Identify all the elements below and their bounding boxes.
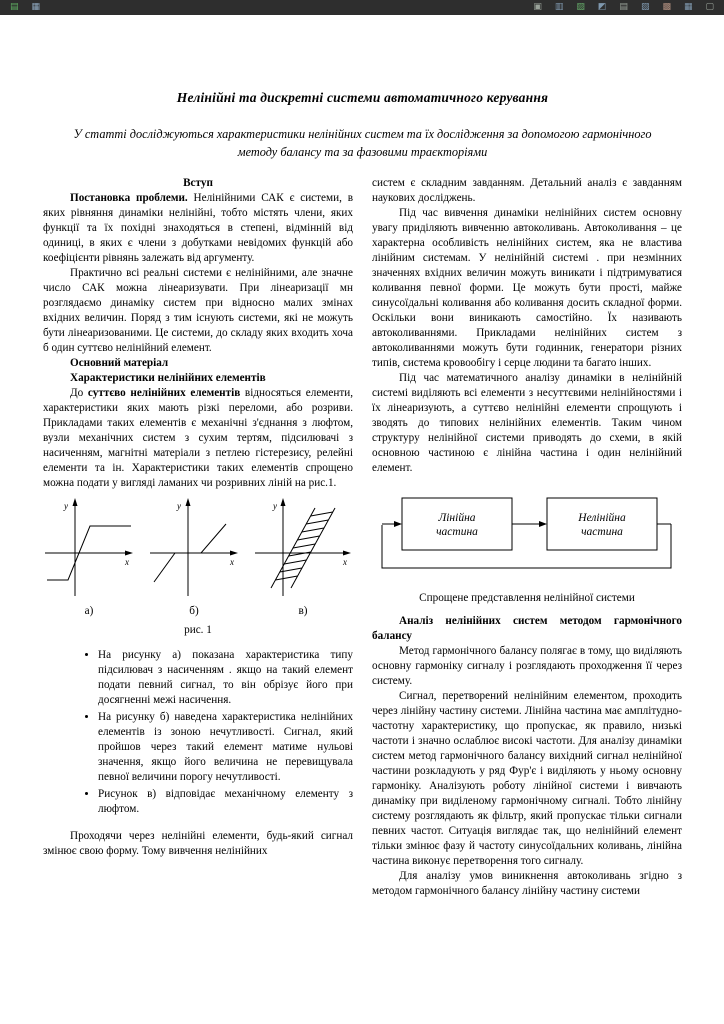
x-axis-label: x: [343, 556, 347, 567]
emphasis-essentially-nonlinear: суттєво нелінійних елементів: [87, 386, 241, 399]
linear-part-label-line2: частина: [436, 525, 478, 538]
paragraph-math-analysis: Під час математичного аналізу динаміки в нелінійній системі виділяють всі елементи з несуттєвими нелінійностями і їх лінеаризують, а суттєво нелінійні елементи спрощують і зводять до типових нелінійних елементів. Таким чином структуру нелінійної системи приводять до схеми, в якій основною частиною є лінійна частина і один нелінійний елемент.: [372, 371, 682, 474]
heading-harmonic-balance: Аналіз нелінійних систем методом гармонічного балансу: [372, 614, 682, 642]
paragraph-linearization: Практично всі реальні системи є нелінійними, але значне число САК можна лінеаризувати. При лінеаризації мн розглядаємо динаміку систем при відносно малих змінах вхідних величин. Поряд з тим існують системи, які не можуть бути лінеаризованими. Це системи, до складу яких входить хоча б один суттєво нелінійний елемент.: [43, 266, 353, 354]
paragraph-self-oscillations: Під час вивчення динаміки нелінійних систем основну увагу приділяють вивченню автоколивань. Автоколивання – це характерна особливість нелінійних систем, яка не властива лінійним системам. У нелінійній системі . при незмінних значеннях вхідних величин можуть виникати і підтримуватися коливання певної форми. Це можуть бути прості, майже синусоїдальні коливання або коливання досить складної форми. Оскільки вони виникають самостійно. Їх називають автоколиваннями. Прикладами нелінійних систем з автоколиваннями можуть бути годинник, генератори різних типів, система кровообігу і серце людини та багато інших.: [372, 206, 682, 369]
x-axis-label: x: [230, 556, 234, 567]
toolbar-icon[interactable]: ▤: [10, 2, 19, 12]
paragraph-signal-shape: Проходячи через нелінійні елементи, будь-який сигнал змінює свою форму. Тому вивчення нелінійних: [43, 829, 353, 857]
y-axis-arrow: [281, 498, 286, 506]
toolbar-icon[interactable]: ▩: [662, 2, 671, 12]
toolbar-icon[interactable]: ◩: [597, 2, 607, 12]
paragraph-nonlinear-elements: [43, 386, 353, 491]
toolbar-right-group: [533, 3, 714, 12]
figure-graphs-row: [43, 496, 353, 619]
link-arrow: [539, 521, 547, 527]
right-column: [372, 176, 682, 899]
x-axis-label: x: [125, 556, 129, 567]
paragraph-text: Нелінійними САК є системи, в яких рівняння динаміки нелінійні, тобто містять члени, яких функції та їх похідні знаходяться в степені, відмінній від одиниці, в яких є члени з добутками невідомих функцій або коефіцієнти рівнянь залежать від аргументу.: [43, 191, 353, 264]
left-column: [43, 176, 353, 899]
list-item: • Рисунок в) відповідає механічному елементу з люфтом.: [98, 787, 353, 817]
heading-characteristics: Характеристики нелінійних елементів: [70, 371, 266, 384]
diagram-caption: Спрощене представлення нелінійної системи: [419, 591, 635, 604]
toolbar-icon[interactable]: ▦: [31, 2, 41, 12]
toolbar-icon[interactable]: ▤: [619, 2, 628, 12]
graph-b-deadzone: [148, 496, 240, 619]
toolbar-icon[interactable]: ▧: [640, 2, 650, 12]
diagram-box-nonlinear: [547, 498, 657, 550]
figure-notes-list: [43, 648, 353, 817]
toolbar-icon[interactable]: ▨: [576, 2, 585, 12]
list-item: • На рисунку б) наведена характеристика нелінійних елементів із зоною нечутливості. Сигнал, який пройшов через такий елемент матиме нульові значення, якщо його величина не перевищувала певної величини порогу нечутливості.: [98, 710, 353, 785]
y-axis-arrow: [73, 498, 78, 506]
paragraph-text: До: [70, 386, 88, 399]
paper-abstract: У статті досліджуються характеристики нелінійних систем та їх дослідження за допомогою гармонічного методу балансу та за фазовими траєкторіями: [73, 127, 652, 159]
paragraph-method-essence: Метод гармонічного балансу полягає в тому, що виділяють основну гармоніку сигналу і розглядають проходження її через систему.: [372, 644, 682, 687]
saturation-characteristic-plot: [43, 496, 135, 602]
figure-sublabel-b: б): [189, 604, 199, 617]
toolbar-left-group: [10, 3, 40, 12]
block-diagram: [372, 488, 682, 606]
paragraph-problem-statement: [43, 191, 353, 266]
figure-sublabel-a: а): [84, 604, 94, 617]
paper-title: Нелінійні та дискретні системи автоматичного керування: [176, 90, 549, 105]
paragraph-continuation: систем є складним завданням. Детальний аналіз є завданням наукових досліджень.: [372, 176, 682, 204]
paragraph-text: відносяться елементи, характеристики яких мають різкі переломи, або розриви. Прикладами таких елементів є механічні з'єднання з люфтом, вузли механічних систем з сухим тертям, підсилювачі з насиченням, магнітні матеріали з петлею гістерезису, релейні елементи та ін. Характеристики таких елементів спрощено можна подати у вигляді ламаних чи розривних ліній на рис.1.: [43, 386, 353, 489]
heading-intro: Вступ: [183, 176, 213, 189]
backlash-characteristic-plot: [253, 496, 353, 602]
x-axis-arrow: [343, 550, 351, 555]
y-axis-arrow: [186, 498, 191, 506]
figure-sublabel-c: в): [298, 604, 308, 617]
figure-1: [43, 496, 353, 638]
graph-a-saturation: [43, 496, 135, 619]
diagram-box-linear: [402, 498, 512, 550]
paragraph-autooscillation-conditions: Для аналізу умов виникнення автоколивань згідно з методом гармонічного балансу лінійну частину системи: [372, 869, 682, 897]
toolbar-icon[interactable]: ▣: [533, 2, 542, 12]
toolbar-icon[interactable]: ▦: [683, 2, 693, 12]
x-axis-arrow: [125, 550, 133, 555]
two-column-body: [43, 176, 682, 899]
heading-main-material: Основний матеріал: [70, 356, 169, 369]
paragraph-signal-through-linear: Сигнал, перетворений нелінійним елементом, проходить через лінійну частину системи. Лінійна частина має амплітудно-частотну характеристику, що пропускає, як правило, низькі частоти і значно ослаблює високі частоти. Для аналізу динаміки систем метод гармонічного балансу вихідний сигнал нелінійної частини розкладують у ряд Фур'є і виділяють у ньому основну гармоніку. Аналізують роботу лінійної системи і вивчають динаміку при виділеному гармонічному сигналі. Тобто лінійну систему розглядають як фільтр, який пропускає тільки сигнали певних частот. Ситуація виглядає так, що нелінійний елемент тільки змінює фазу й частоту синусоїдальних коливань, лінійна частина виконує перетворення того сигналу.: [372, 689, 682, 867]
y-axis-label: y: [273, 500, 277, 511]
y-axis-label: y: [177, 500, 181, 511]
nonlinear-part-label-line1: Нелінійна: [578, 511, 626, 524]
x-axis-arrow: [230, 550, 238, 555]
deadzone-characteristic-plot: [148, 496, 240, 602]
input-arrow: [394, 521, 402, 527]
linear-part-label-line1: Лінійна: [438, 511, 476, 524]
paragraph-lead: Постановка проблеми.: [70, 191, 188, 204]
graph-c-backlash: [253, 496, 353, 619]
system-structure-diagram: [372, 488, 680, 580]
document-page: [0, 15, 724, 899]
toolbar-icon[interactable]: ▢: [705, 2, 714, 12]
figure-caption: рис. 1: [184, 623, 212, 636]
app-toolbar: [0, 0, 724, 15]
list-item: • На рисунку а) показана характеристика типу підсилювач з насиченням . якщо на такий елемент подати певний сигнал, то він обрізує його при досягненні межі насичення.: [98, 648, 353, 708]
y-axis-label: y: [64, 500, 68, 511]
nonlinear-part-label-line2: частина: [581, 525, 623, 538]
toolbar-icon[interactable]: ▥: [554, 2, 564, 12]
